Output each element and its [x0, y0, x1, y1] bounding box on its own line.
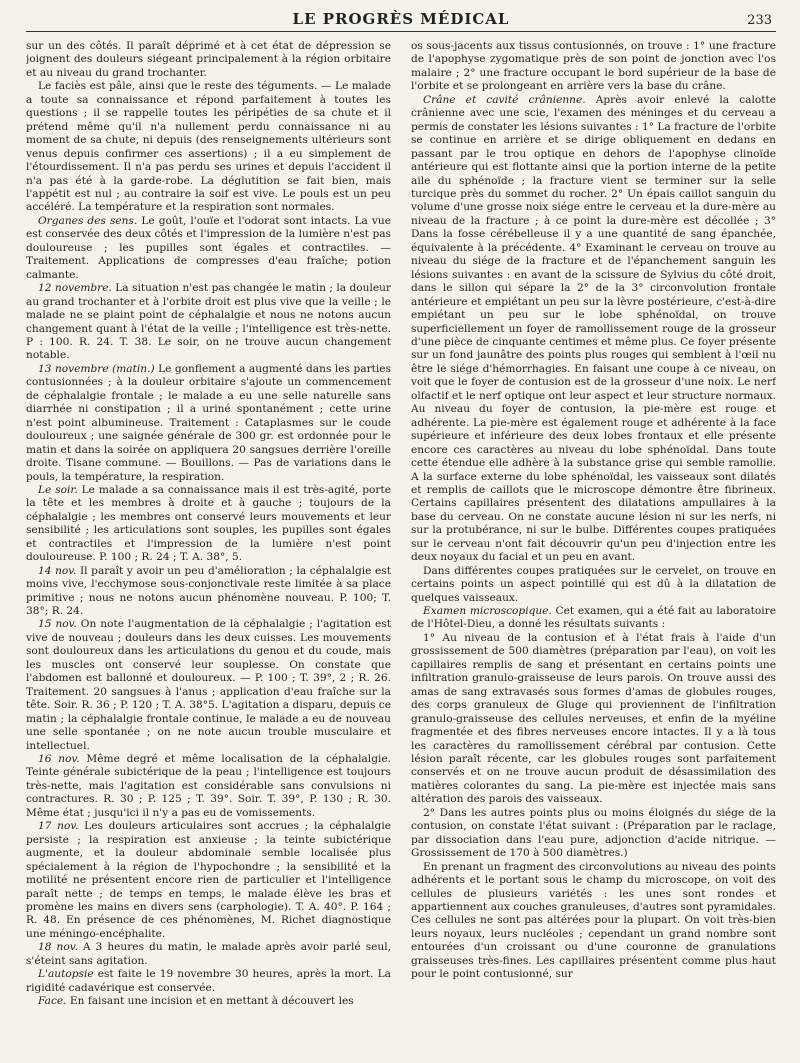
paragraph: [411, 40, 776, 94]
paragraph-text: Dans différentes coupes pratiquées sur le cervelet, on trouve en certains points un aspect pointillé qui est dû à la dilatation de quelques vaisseaux.: [411, 564, 776, 604]
paragraph-lead: 14 nov.: [38, 564, 77, 577]
paragraph-text: Les douleurs articulaires sont accrues ; la céphalalgie persiste ; la respiration est anxieuse ; la teinte subictérique augmente, et la douleur abdominale semble localisée plus spécialement à la région de l'hypochondre ; la sensibilité et la motilité ne présentent encore rien de particulier et l'intelligence paraît nette ; de temps en temps, le malade élève les bras et promène les mains en divers sens (carphologie). T. A. 40°. P. 164 ; R. 48. En présence de ces phénomènes, M. Richet diagnostique une méningo-encéphalite.: [26, 820, 391, 940]
running-header: [26, 0, 776, 32]
paragraph-text: Même degré et même localisation de la céphalalgie. Teinte générale subictérique de la peau ; l'intelligence est toujours très-nette, mais l'agitation est considérable sans convulsions ni contractures. R. 30 ; P. 125 ; T. 39°. Soir. T. 39°, P. 130 ; R. 30. Même état ; jusqu'ici il n'y a pas eu de vomissements.: [26, 753, 391, 819]
paragraph-text: Le goût, l'ouïe et l'odorat sont intacts. La vue est conservée des deux côtés et l'impression de la lumière n'est pas douloureuse ; les pupilles sont égales et contractiles. — Traitement. Applications de compresses d'eau fraîche; potion calmante.: [26, 214, 391, 281]
paragraph-text: 1° Au niveau de la contusion et à l'état frais à l'aide d'un grossissement de 500 diamètres (préparation par l'eau), on voit les capillaires remplis de sang et présentant en certains points une infiltration granulo-graisseuse de leurs parois. On trouve aussi des amas de sang extravasés sous formes d'amas de globules rouges, des corps granuleux de Gluge qui proviennent de l'infiltration granulo-graisseuse des cellules nerveuses, et enfin de la myéline fragmentée et des fibres nerveuses encore intactes. Il y a là tous les caractères du ramollissement cérébral par contusion. Cette lésion paraît récente, car les globules rouges sont parfaitement conservés et on ne trouve aucun produit de désassimilation des matières colorantes du sang. La pie-mère est injectée mais sans altération des parois des vaisseaux.: [411, 631, 776, 806]
paragraph-text: Le malade a sa connaissance mais il est très-agité, porte la tête et les membres à droite et à gauche ; toujours de la céphalalgie ; les membres ont conservé leurs mouvements et leur sensibilité ; les articulations sont souples, les pupilles sont égales et contractiles et l'impression de la lumière n'est point douloureuse. P. 100 ; R. 24 ; T. A. 38°, 5.: [26, 483, 391, 564]
paragraph: [26, 941, 391, 968]
paragraph-text: 2° Dans les autres points plus ou moins éloignés du siége de la contusion, on constate l'état suivant : (Préparation par le raclage, par dissociation dans l'eau pure, adjonction d'acide nitrique. — Grossissement de 170 à 500 diamètres.): [411, 806, 776, 860]
paragraph-text: En prenant un fragment des circonvolutions au niveau des points adhérents et le portant sous le champ du microscope, on voit des cellules de plusieurs variétés : les unes sont rondes et appartiennent aux couches granuleuses, d'autres sont pyramidales. Ces cellules ne sont pas altérées pour la plupart. On voit très-bien leurs noyaux, leurs nucléoles ; cependant un grand nombre sont entourées d'un croissant ou d'une couronne de granulations graisseuses très-fines. Les capillaires présentent comme plus haut pour le point contusionné, sur: [411, 860, 776, 981]
paragraph: [26, 753, 391, 820]
paragraph: [411, 861, 776, 982]
paragraph-lead: 15 nov.: [38, 618, 77, 631]
paragraph: [411, 565, 776, 605]
paragraph: [411, 632, 776, 807]
paragraph-text: Le faciès est pâle, ainsi que le reste des téguments. — Le malade a toute sa connaissance et répond parfaitement à toutes les questions ; il se rappelle toutes les péripéties de sa chute et il prétend même qu'il n'a nullement perdu connaissance ni au moment de sa chute, ni depuis (des renseignements ultérieurs sont venus depuis confirmer ces assertions) ; il a eu simplement de l'étourdissement. Il n'a pas perdu ses urines et depuis l'accident il n'a pas été à la garde-robe. La déglutition se fait bien, mais l'appétit est nul ; au contraire la soif est vive. Le pouls est un peu accéléré. La température et la respiration sont normales.: [26, 80, 391, 214]
text-columns: [26, 40, 776, 1058]
page-number: 233: [747, 13, 772, 28]
paragraph: [26, 215, 391, 282]
paragraph-lead: 17 nov.: [38, 820, 79, 833]
paragraph-text: Après avoir enlevé la calotte crânienne avec une scie, l'examen des méninges et du cerveau a permis de constater les lésions suivantes : 1° La fracture de l'orbite se continue en arrière et se dirige obliquement en dedans en passant par le trou optique en dehors de l'apophyse clinoïde antérieure qui est flottante ainsi que la portion interne de la petite aile du sphénoïde ; la fracture vient se terminer sur la selle turcique près du sommet du rocher. 2° Un épais caillot sanguin du volume d'une grosse noix siége entre le cerveau et la dure-mère au niveau de la fracture ; à ce point la dure-mère est décollée ; 3° Dans la fosse cérébelleuse il y a une quantité de sang épanchée, équivalente à la précédente. 4° Examinant le cerveau on trouve au niveau du siége de la fracture et de l'épanchement sanguin les lésions suivantes : en avant de la scissure de Sylvius du côté droit, dans le sillon qui sépare la 2° de la 3° circonvolution frontale antérieure et empiétant un peu sur la lèvre postérieure, c'est-à-dire empiétant un peu sur le lobe sphénoïdal, on trouve superficiellement un foyer de ramollissement rouge de la grosseur d'une pièce de cinquante centimes et même plus. Ce foyer présente sur un fond jaunâtre des points plus rouges qui semblent à l'œil nu être le siége d'hémorrhagies. En faisant une coupe à ce niveau, on voit que le foyer de contusion est de la grosseur d'une noix. Le nerf olfactif et le nerf optique ont leur aspect et leur structure normaux. Au niveau du foyer de contusion, la pie-mère est rouge et adhérente. La pie-mère est également rouge et adhérente à la face supérieure et inférieure des deux lobes frontaux et elle présente encore ces caractères au niveau du lobe sphénoïdal. Dans toute cette étendue elle adhère à la substance grise qui semble ramollie. A la surface externe du lobe sphénoïdal, les vaisseaux sont dilatés et remplis de caillots que le microscope démontre être fibrineux. Certains capillaires présentent des dilatations ampullaires à la base du cerveau. On ne constate aucune lésion ni sur les nerfs, ni sur la protubérance, ni sur le bulbe. Différentes coupes pratiquées sur le cerveau n'ont fait découvrir qu'un peu d'injection entre les deux noyaux du facial et un peu en avant.: [411, 93, 776, 564]
paragraph: [26, 995, 391, 1008]
journal-title: LE PROGRÈS MÉDICAL: [292, 10, 510, 28]
paragraph-text: A 3 heures du matin, le malade après avoir parlé seul, s'éteint sans agitation.: [26, 941, 391, 967]
paragraph-lead: Crâne et cavité crânienne.: [423, 93, 586, 106]
paragraph-text: sur un des côtés. Il paraît déprimé et à cet état de dépression se joignent des douleurs siégeant principalement à la région orbitaire et au niveau du grand trochanter.: [26, 40, 391, 79]
paragraph: [26, 968, 391, 995]
paragraph-lead: 16 nov.: [38, 753, 80, 766]
paragraph-lead: Examen microscopique.: [423, 605, 552, 618]
paragraph: [26, 80, 391, 215]
paragraph-text: Il paraît y avoir un peu d'amélioration ; la céphalalgie est moins vive, l'ecchymose sous-conjonctivale reste limitée à sa place primitive ; nous ne notons aucun phénomène nouveau. P. 100; T. 38°; R. 24.: [26, 564, 391, 618]
paragraph-lead: Organes des sens.: [38, 214, 138, 227]
paragraph: [26, 565, 391, 619]
paragraph-text: est faite le 19 novembre 30 heures, après la mort. La rigidité cadavérique est conservée.: [26, 968, 391, 994]
paragraph-text: Le gonflement a augmenté dans les parties contusionnées ; à la douleur orbitaire s'ajoute un commencement de céphalalgie frontale ; le malade a eu une selle naturelle sans diarrhée ni constipation ; il a uriné spontanément ; cette urine n'est point albumineuse. Traitement : Cataplasmes sur le coude douloureux ; une saignée générale de 300 gr. est ordonnée pour le matin et dans la soirée on appliquera 20 sangsues derrière l'oreille droite. Tisane commune. — Bouillons. — Pas de variations dans le pouls, la température, la respiration.: [26, 362, 392, 483]
paragraph: [26, 282, 391, 363]
paragraph-text: On note l'augmentation de la céphalalgie ; l'agitation est vive de nouveau ; douleurs dans les deux cuisses. Les mouvements sont douloureux dans les articulations du genou et du coude, mais les muscles ont conservé leur souplesse. On constate que l'abdomen est ballonné et douloureux. — P. 100 ; T. 39°, 2 ; R. 26. Traitement. 20 sangsues à l'anus ; application d'eau fraîche sur la tête. Soir. R. 36 ; P. 120 ; T. A. 38°5. L'agitation a disparu, depuis ce matin ; la céphalalgie frontale continue, le malade a eu de nouveau une selle spontanée ; on ne note aucun trouble musculaire et intellectuel.: [26, 618, 391, 752]
paragraph: [26, 820, 391, 941]
paragraph: [26, 618, 391, 753]
paragraph-lead: 18 nov.: [38, 941, 78, 954]
right-column: [411, 40, 776, 1058]
paragraph-text: Cet examen, qui a été fait au laboratoire de l'Hôtel-Dieu, a donné les résultats suivants :: [411, 605, 776, 631]
paragraph-lead: Le soir.: [38, 483, 78, 496]
paragraph-text: En faisant une incision et en mettant à découvert les: [66, 995, 354, 1008]
left-column: [26, 40, 391, 1058]
paragraph: [411, 605, 776, 632]
paragraph-lead: 13 novembre (matin.): [38, 362, 155, 375]
paragraph: [26, 363, 391, 484]
paragraph: [26, 484, 391, 565]
paragraph: [26, 40, 391, 80]
paragraph: [411, 807, 776, 861]
paragraph-lead: L'autopsie: [38, 968, 94, 981]
paragraph: [411, 94, 776, 565]
paragraph-text: os sous-jacents aux tissus contusionnés, on trouve : 1° une fracture de l'apophyse zygomatique près de son point de jonction avec l'os malaire ; 2° une fracture occupant le bord supérieur de la base de l'orbite et se prolongeant en arrière vers la base du crâne.: [411, 40, 776, 93]
paragraph-lead: 12 novembre.: [38, 282, 112, 295]
paragraph-text: La situation n'est pas changée le matin ; la douleur au grand trochanter et à l'orbite droit est plus vive que la veille ; le malade ne se plaint point de céphalalgie et nous ne notons aucun changement quant à l'état de la veille ; l'intelligence est très-nette. P : 100. R. 24. T. 38. Le soir, on ne trouve aucun changement notable.: [26, 282, 391, 362]
paragraph-lead: Face.: [38, 995, 67, 1008]
